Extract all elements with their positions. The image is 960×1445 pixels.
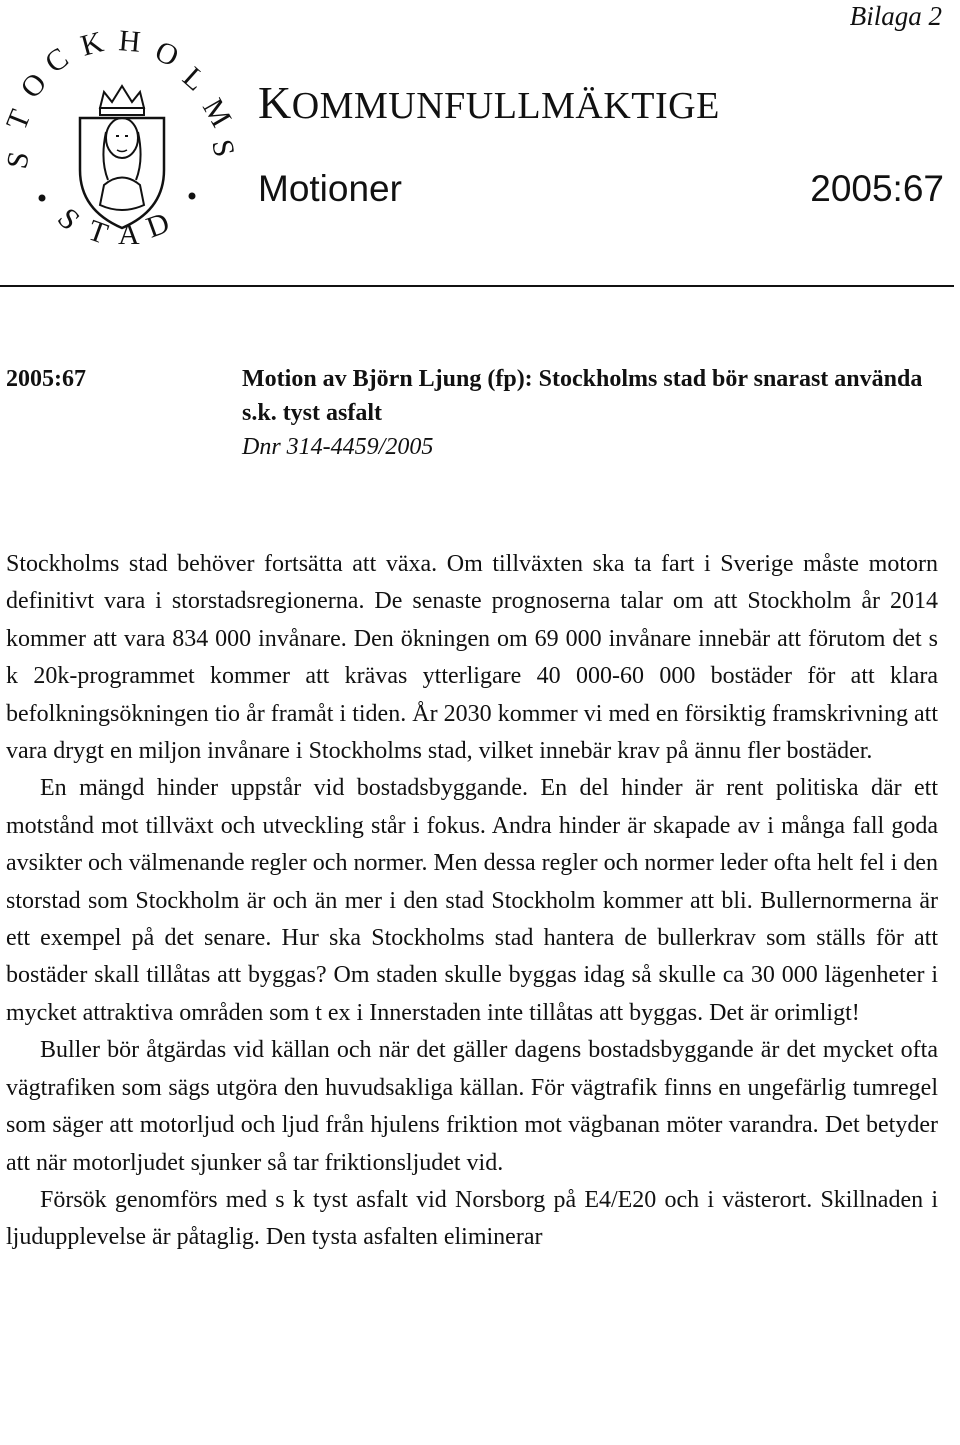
motion-number: 2005:67	[6, 366, 86, 392]
svg-text:T: T	[83, 213, 113, 251]
svg-text:C: C	[39, 41, 75, 80]
svg-text:L: L	[176, 60, 213, 98]
header-divider	[0, 285, 954, 287]
svg-text:A: A	[118, 218, 140, 251]
paragraph: Buller bör åtgärdas vid källan och när det gäller dagens bostadsbyggande är det mycket ofta vägtrafiken som sägs utgöra den huvudsakliga källan. För vägtrafik finns en ungefärlig tumregel som säger att motorljud och ljud från hjulens friktion mot vägbanan möter varandra. Det betyder att när motorljudet sjunker så tar friktionsljudet vid.	[6, 1037, 938, 1176]
svg-text:O: O	[150, 34, 184, 74]
motion-dnr: Dnr 314-4459/2005	[242, 434, 434, 460]
svg-text:M: M	[195, 93, 238, 133]
title-initial: K	[258, 77, 292, 128]
svg-text:S: S	[51, 201, 87, 237]
stockholm-city-seal-logo	[0, 20, 241, 251]
svg-text:D: D	[142, 206, 174, 245]
svg-text:O: O	[14, 66, 54, 105]
series-number: 2005:67	[810, 168, 944, 209]
svg-text:H: H	[117, 24, 142, 59]
paragraph: Stockholms stad behöver fortsätta att växa. Om tillväxten ska ta fart i Sverige måste motorn definitivt vara i storstadsregionerna. De senaste prognoserna talar om att Stockholm år 2014 kommer att vara 834 000 invånare. Den ökningen om 69 000 invånare innebär att förutom det s k 20k-programmet kommer att krävas ytterligare 40 000-60 000 bostäder för att klara befolkningsökningen tio år framåt i tiden. År 2030 kommer vi med en försiktig framskrivning att vara drygt en miljon invånare i Stockholms stad, vilket innebär krav på ännu fler bostäder.	[6, 551, 938, 765]
svg-text:K: K	[77, 25, 107, 63]
appendix-label: Bilaga 2	[849, 1, 942, 31]
svg-text:S: S	[0, 149, 36, 172]
svg-text:T: T	[0, 105, 38, 135]
motion-body	[6, 546, 938, 1257]
paragraph: Försök genomförs med s k tyst asfalt vid Norsborg på E4/E20 och i västerort. Skillnaden i ljudupplevelse är påtaglig. Den tysta asfalten eliminerar	[6, 1186, 938, 1251]
assembly-title	[258, 78, 720, 131]
title-rest: OMMUNFULLMÄKTIGE	[291, 85, 720, 127]
motion-title: Motion av Björn Ljung (fp): Stockholms stad bör snarast använda s.k. tyst asfalt	[242, 366, 923, 426]
motion-heading	[242, 362, 954, 464]
svg-text:S: S	[205, 136, 241, 160]
section-title: Motioner	[258, 168, 402, 209]
paragraph: En mängd hinder uppstår vid bostadsbyggande. En del hinder är rent politiska där ett motstånd mot tillväxt och utveckling står i fokus. Andra hinder är skapade av i många fall goda avsikter och välmenande regler och normer. Men dessa regler och normer leder ofta helt fel i den storstad som Stockholm är och än mer i den stad Stockholm kommer att bli. Bullernormerna är ett exempel på det senare. Hur ska Stockholms stad hantera de bullerkrav som ställs för att bostäder skall tillåtas att byggas? Om staden skulle byggas idag så skulle ca 30 000 lägenheter i mycket attraktiva områden som t ex i Innerstaden inte tillåtas att byggas. Det är orimligt!	[6, 775, 938, 1026]
